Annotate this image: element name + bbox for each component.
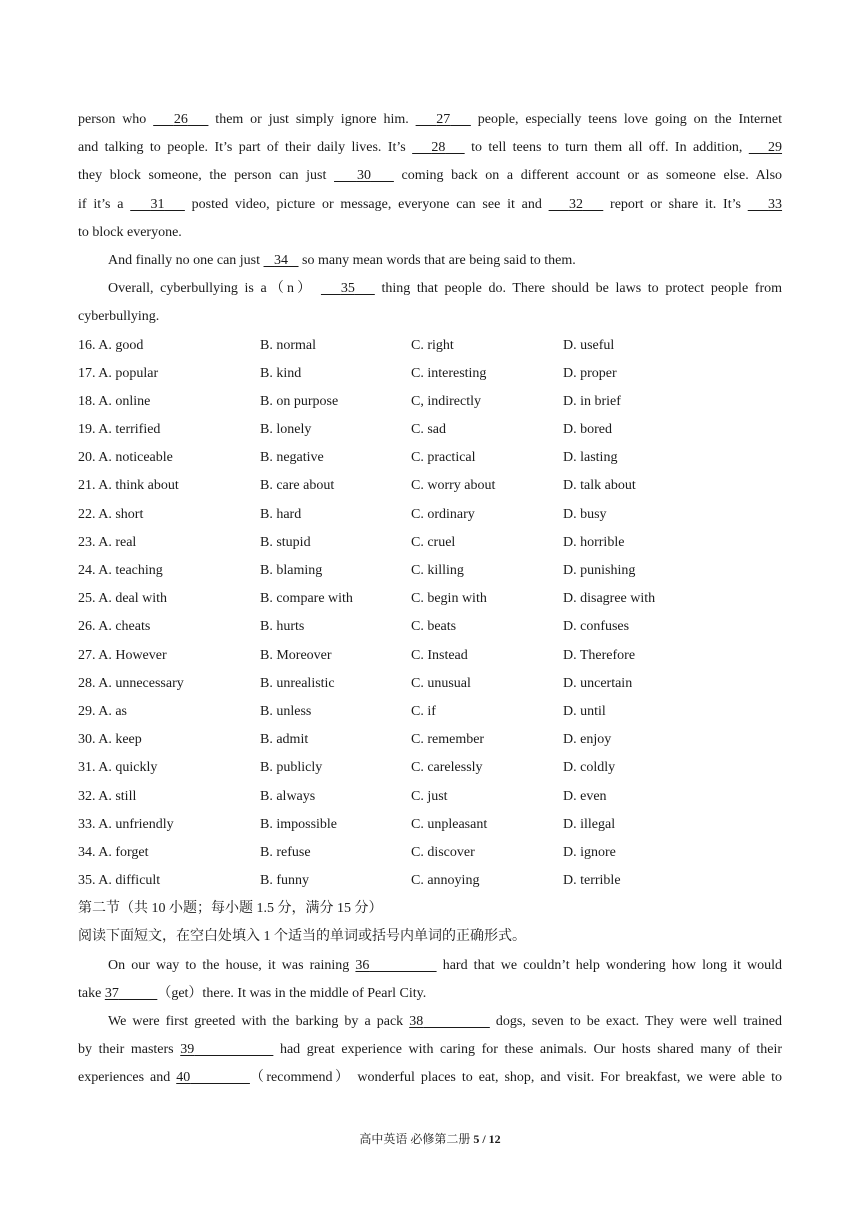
option-a: 21. A. think about: [78, 478, 179, 494]
option-b: B. unless: [260, 703, 312, 719]
option-c: C. unusual: [411, 675, 471, 691]
option-b: B. lonely: [260, 422, 312, 438]
option-d: D. Therefore: [563, 647, 636, 663]
blank-27: 27: [436, 112, 451, 127]
option-b: B. care about: [260, 478, 335, 494]
option-d: D. punishing: [563, 563, 636, 578]
option-row: [78, 388, 782, 416]
option-b: B. blaming: [260, 563, 323, 578]
option-c: C. cruel: [411, 534, 456, 550]
option-a: 32. A. still: [78, 788, 137, 804]
option-d: D. proper: [563, 365, 617, 381]
option-d: D. useful: [563, 337, 615, 353]
option-b: B. compare with: [260, 591, 353, 607]
option-d: D. bored: [563, 422, 612, 438]
passage-line: We were first greeted with the barking by a pack 38 dogs, seven to be exact. They were well trained: [108, 1014, 782, 1029]
page-content: [78, 106, 782, 1093]
option-d: D. busy: [563, 506, 607, 522]
option-c: C. interesting: [411, 365, 487, 381]
option-c: C. killing: [411, 563, 464, 578]
blank-37: 37: [104, 985, 119, 1001]
option-b: B. unrealistic: [260, 675, 335, 691]
option-row: [78, 867, 782, 895]
option-row: [78, 839, 782, 867]
option-a: 20. A. noticeable: [78, 450, 173, 466]
option-c: C. discover: [411, 844, 475, 860]
option-c: C. Instead: [411, 647, 468, 663]
blank-39: 39: [180, 1042, 195, 1058]
option-c: C. sad: [411, 422, 446, 438]
option-row: [78, 585, 782, 613]
option-d: D. even: [563, 788, 607, 804]
option-d: D. coldly: [563, 760, 616, 776]
option-a: 34. A. forget: [78, 844, 149, 860]
passage-line: and talking to people. It’s part of their daily lives. It’s 28 to tell teens to turn them all off. In addition, 29: [78, 140, 783, 156]
option-c: C. begin with: [411, 591, 487, 607]
option-a: 30. A. keep: [78, 732, 142, 748]
option-a: 33. A. unfriendly: [78, 816, 174, 832]
option-row: [78, 698, 782, 726]
option-row: [78, 754, 782, 782]
option-d: D. in brief: [563, 393, 621, 409]
passage-line: person who 26 them or just simply ignore him. 27 people, especially teens love going on the Internet: [78, 112, 783, 127]
option-c: C. ordinary: [411, 506, 475, 522]
option-row: [78, 472, 782, 500]
option-d: D. talk about: [563, 478, 636, 494]
blank-34: 34: [274, 252, 289, 268]
option-a: 28. A. unnecessary: [78, 675, 184, 691]
blank-29: 29: [768, 140, 783, 156]
blank-36: 36: [355, 957, 370, 973]
passage-line: Overall, cyberbullying is a（n） 35 thing that people do. There should be laws to protect people from: [108, 281, 783, 297]
option-c: C. carelessly: [411, 760, 483, 776]
passage-line: if it’s a 31 posted video, picture or message, everyone can see it and 32 report or share it. It’s 33: [78, 196, 783, 212]
option-d: D. uncertain: [563, 675, 633, 691]
option-a: 35. A. difficult: [78, 873, 161, 889]
passage-line: On our way to the house, it was raining 36 hard that we couldn’t help wondering how long it would: [108, 957, 783, 973]
passage-line: experiences and 40 （recommend） wonderful places to eat, shop, and visit. For breakfast, we were able to: [78, 1070, 782, 1086]
option-d: D. confuses: [563, 619, 630, 635]
option-b: B. on purpose: [260, 393, 339, 409]
option-b: B. normal: [260, 337, 316, 353]
option-a: 16. A. good: [78, 337, 144, 353]
option-a: 17. A. popular: [78, 365, 159, 381]
option-row: [78, 332, 782, 360]
option-b: B. refuse: [260, 844, 311, 860]
option-c: C. unpleasant: [411, 816, 488, 832]
passage-line: by their masters 39 had great experience with caring for these animals. Our hosts shared many of their: [78, 1042, 783, 1058]
option-b: B. stupid: [260, 534, 311, 550]
option-row: [78, 416, 782, 444]
option-b: B. funny: [260, 873, 309, 889]
option-c: C. if: [411, 703, 436, 719]
option-c: C. remember: [411, 732, 485, 748]
option-d: D. horrible: [563, 534, 625, 550]
option-b: B. impossible: [260, 816, 338, 832]
option-a: 26. A. cheats: [78, 619, 151, 635]
option-a: 18. A. online: [78, 393, 151, 409]
option-row: [78, 444, 782, 472]
option-c: C, indirectly: [411, 393, 481, 409]
option-row: [78, 811, 782, 839]
blank-30: 30: [356, 168, 371, 184]
option-b: B. hurts: [260, 619, 305, 635]
blank-28: 28: [431, 140, 446, 156]
blank-40: 40: [176, 1070, 191, 1086]
passage-line: to block everyone.: [78, 224, 182, 240]
passage-line: And finally no one can just 34 so many mean words that are being said to them.: [108, 252, 576, 268]
option-d: D. disagree with: [563, 591, 656, 607]
option-b: B. negative: [260, 450, 324, 466]
option-d: D. ignore: [563, 844, 616, 860]
option-b: B. hard: [260, 506, 302, 522]
option-b: B. admit: [260, 732, 309, 748]
option-c: C. beats: [411, 619, 457, 635]
option-a: 25. A. deal with: [78, 591, 168, 607]
option-row: [78, 529, 782, 557]
passage-line: cyberbullying.: [78, 309, 160, 325]
option-row: [78, 360, 782, 388]
option-a: 23. A. real: [78, 534, 137, 550]
option-a: 29. A. as: [78, 703, 127, 719]
option-row: [78, 613, 782, 641]
blank-38: 38: [409, 1014, 424, 1029]
option-d: D. enjoy: [563, 732, 612, 748]
option-c: C. annoying: [411, 873, 480, 889]
page-footer: [0, 1131, 860, 1147]
option-d: D. terrible: [563, 873, 621, 889]
option-c: C. worry about: [411, 478, 496, 494]
option-a: 27. A. However: [78, 647, 167, 663]
option-row: [78, 670, 782, 698]
option-b: B. Moreover: [260, 647, 332, 663]
option-row: [78, 557, 782, 585]
option-row: [78, 501, 782, 529]
section-heading: 第二节（共 10 小题；每小题 1.5 分，满分 15 分）: [78, 901, 383, 917]
blank-35: 35: [340, 281, 355, 297]
blank-33: 33: [768, 196, 783, 212]
option-a: 22. A. short: [78, 506, 144, 522]
option-d: D. until: [563, 703, 606, 719]
blank-32: 32: [568, 196, 583, 212]
passage-line: take 37 （get）there. It was in the middle of Pearl City.: [78, 985, 427, 1001]
option-b: B. kind: [260, 365, 302, 381]
page-number: 5 / 12: [473, 1132, 501, 1146]
options-list: [78, 332, 782, 896]
option-c: C. just: [411, 788, 448, 804]
blank-31: 31: [150, 196, 165, 212]
option-a: 24. A. teaching: [78, 563, 163, 578]
option-c: C. practical: [411, 450, 476, 466]
option-row: [78, 726, 782, 754]
option-c: C. right: [411, 337, 454, 353]
option-row: [78, 783, 782, 811]
section-instruction: 阅读下面短文，在空白处填入 1 个适当的单词或括号内单词的正确形式。: [78, 929, 526, 945]
blank-26: 26: [173, 112, 188, 127]
option-d: D. lasting: [563, 450, 618, 466]
option-b: B. publicly: [260, 760, 323, 776]
option-a: 19. A. terrified: [78, 422, 161, 438]
option-d: D. illegal: [563, 816, 616, 832]
option-b: B. always: [260, 788, 316, 804]
passage-line: they block someone, the person can just 30 coming back on a different account or as someone else. Also: [78, 168, 783, 184]
option-row: [78, 642, 782, 670]
footer-title: 高中英语 必修第二册: [359, 1132, 474, 1146]
option-a: 31. A. quickly: [78, 760, 158, 776]
